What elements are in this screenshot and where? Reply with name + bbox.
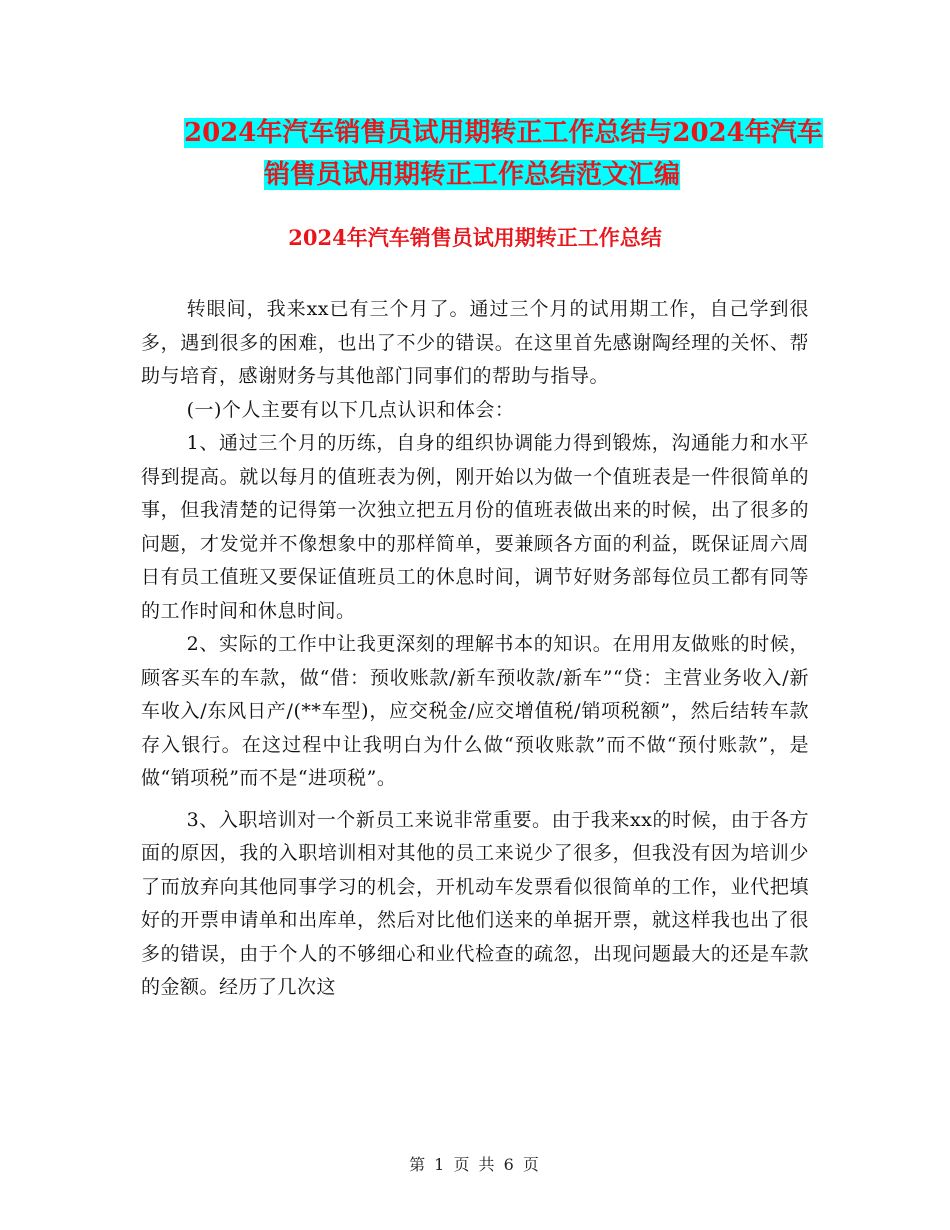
section-subtitle: 2024年汽车销售员试用期转正工作总结: [288, 225, 662, 250]
page-footer: 第 1 页 共 6 页: [409, 1155, 541, 1174]
title-line-2-text: 销售员试用期转正工作总结范文汇编: [264, 160, 681, 190]
paragraph-point-1: 1、通过三个月的历练，自身的组织协调能力得到锻炼，沟通能力和水平得到提高。就以每月的值班表为例，刚开始以为做一个值班表是一件很简单的事，但我清楚的记得第一次独立把五月份的值班表做出来的时候，出了很多的问题，才发觉并不像想象中的那样简单，要兼顾各方面的利益，既保证周六周日有员工值班又要保证值班员工的休息时间，调节好财务部每位员工都有同等的工作时间和休息时间。: [141, 432, 809, 622]
title-line-1-text: 2024年汽车销售员试用期转正工作总结与2024年汽车: [184, 118, 823, 148]
document-title: [130, 112, 830, 196]
title-line-1: [130, 112, 830, 154]
paragraph-heading: (一)个人主要有以下几点认识和体会：: [186, 398, 515, 421]
paragraph-point-2: 2、实际的工作中让我更深刻的理解书本的知识。在用用友做账的时候，顾客买车的车款，做“借：预收账款/新车预收款/新车”“贷：主营业务收入/新车收入/东风日产/(**车型)，应交税金/应交增值税/销项税额”，然后结转车款存入银行。在这过程中让我明白为什么做“预收账款”而不做“预付账款”，是做“销项税”而不是“进项税”。: [141, 633, 809, 789]
title-line-2: [130, 154, 830, 196]
body-text: [141, 293, 809, 1005]
paragraph-point-3: 3、入职培训对一个新员工来说非常重要。由于我来xx的时候，由于各方面的原因，我的入职培训相对其他的员工来说少了很多，但我没有因为培训少了而放弃向其他同事学习的机会，开机动车发票看似很简单的工作，业代把填好的开票申请单和出库单，然后对比他们送来的单据开票，就这样我也出了很多的错误，由于个人的不够细心和业代检查的疏忽，出现问题最大的还是车款的金额。经历了几次这: [141, 808, 809, 998]
paragraph-intro: 转眼间，我来xx已有三个月了。通过三个月的试用期工作，自己学到很多，遇到很多的困难，也出了不少的错误。在这里首先感谢陶经理的关怀、帮助与培育，感谢财务与其他部门同事们的帮助与指导。: [141, 298, 809, 387]
